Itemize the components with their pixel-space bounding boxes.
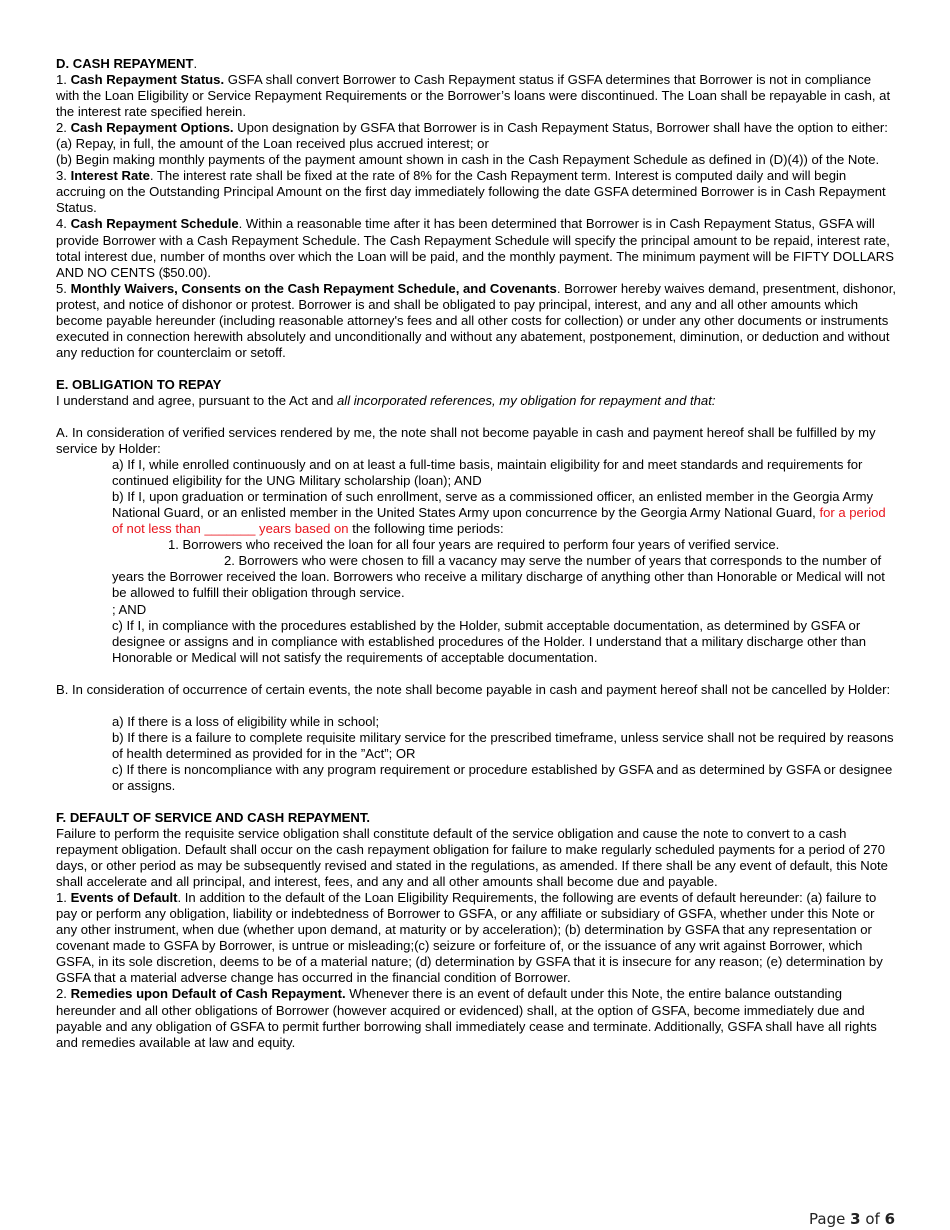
e-part-a: A. In consideration of verified services rendered by me, the note shall not become payable in cash and payment hereof shall be fulfilled by my service by Holder: [56, 424, 876, 457]
d-item-3: 3. Interest Rate. The interest rate shall be fixed at the rate of 8% for the Cash Repayment term. Interest is computed daily and will begin accruing on the Outstanding Principal Amount on the first day immediately following the date GSFA determined Borrower is in Cash Repayment Status. [56, 168, 886, 216]
e-period-1: 1. Borrowers who received the loan for all four years are required to perform four years of verified service. [168, 537, 780, 553]
e-and: ; AND [112, 601, 147, 617]
page-footer: Page 3 of 6 [809, 1210, 895, 1228]
f-item-2: 2. Remedies upon Default of Cash Repayment. Whenever there is an event of default under this Note, the entire balance outstanding hereunder and all other obligations of Borrower (however acquired or evidenced) shall, at the option of GSFA, become immediately due and payable and any obligation of GSFA to permit further borrowing shall immediately cease and terminate. Additionally, GSFA shall have all rights and remedies available at law and equity. [56, 986, 877, 1050]
f-item-1: 1. Events of Default. In addition to the default of the Loan Eligibility Requirements, the following are events of default hereunder: (a) failure to pay or perform any obligation, liability or indebtedness of Borrower to GSFA, or any affiliate or subsidiary of GSFA, whether under this Note or any other instrument, when due (whether upon demand, at maturity or by acceleration); (b) determination by GSFA that any representation or covenant made to GSFA by Borrower, is untrue or misleading;(c) seizure or forfeiture of, or the issuance of any writ against Borrower, which GSFA, in its sole discretion, deems to be of a material nature; (d) determination by GSFA that it is insecure for any reason; (e) determination by GSFA that a material adverse change has occurred in the financial condition of Borrower. [56, 890, 883, 986]
f-intro: Failure to perform the requisite service obligation shall constitute default of the service obligation and cause the note to convert to a cash repayment obligation. Default shall occur on the cash repayment obligation for failure to make regularly scheduled payments for a period of 270 days, or other period as may be subsequently revised and stated in the regulations, as amended. If there shall be any event of default, this Note shall accelerate and all principal, and interest, fees, and any and all other amounts shall become due and payable. [56, 826, 888, 890]
e-part-b: B. In consideration of occurrence of certain events, the note shall become payable in cash and payment hereof shall not be cancelled by Holder: [56, 681, 891, 697]
service-period-blank: for a period of not less than _______ years based on [112, 505, 886, 537]
d-item-1: 1. Cash Repayment Status. GSFA shall convert Borrower to Cash Repayment status if GSFA determines that Borrower is not in compliance with the Loan Eligibility or Service Repayment Requirements or the Borrower’s loans were discontinued. The Loan shall be repayable in cash, at the interest rate specified herein. [56, 72, 891, 120]
d-item-4: 4. Cash Repayment Schedule. Within a reasonable time after it has been determined that Borrower is in Cash Repayment Status, GSFA will provide Borrower with a Cash Repayment Schedule. The Cash Repayment Schedule will specify the principal amount to be repaid, interest rate, total interest due, number of months over which the Loan will be paid, and the monthly payment. The minimum payment will be FIFTY DOLLARS AND NO CENTS ($50.00). [56, 216, 894, 280]
e-b-item-a: a) If there is a loss of eligibility while in school; [112, 713, 380, 729]
d-item-5: 5. Monthly Waivers, Consents on the Cash Repayment Schedule, and Covenants. Borrower hereby waives demand, presentment, dishonor, protest, and notice of dishonor or protest. Borrower is and shall be obligated to pay principal, interest, and any and all other amounts which become payable hereunder (including reasonable attorney's fees and all other costs for collection) or under any other documents or instruments executed in connection herewith absolutely and unconditionally and without any abatement, postponement, diminution, or deduction and without any reduction for counterclaim or setoff. [56, 280, 896, 360]
d-item-2: 2. Cash Repayment Options. Upon designation by GSFA that Borrower is in Cash Repayment Status, Borrower shall have the option to either: [56, 120, 888, 136]
d-option-b: (b) Begin making monthly payments of the payment amount shown in cash in the Cash Repayment Schedule as defined in (D)(4)) of the Note. [56, 152, 880, 168]
section-e-heading: E. OBLIGATION TO REPAY [56, 376, 222, 392]
e-a-item-b: b) If I, upon graduation or termination of such enrollment, serve as a commissioned officer, an enlisted member in the Georgia Army National Guard, or an enlisted member in the United States Army upon concurrence by the Georgia Army National Guard, for a period of not less than _______ years based on the following time periods: [112, 489, 886, 537]
e-a-item-a: a) If I, while enrolled continuously and on at least a full-time basis, maintain eligibility for and meet standards and requirements for continued eligibility for the UNG Military scholarship (loan); AND [112, 457, 863, 489]
page-total: 6 [884, 1210, 895, 1228]
page-number: 3 [850, 1210, 861, 1228]
e-intro: I understand and agree, pursuant to the Act and all incorporated references, my obligation for repayment and that: [56, 392, 716, 408]
e-b-item-c: c) If there is noncompliance with any program requirement or procedure established by GSFA and as determined by GSFA or designee or assigns. [112, 761, 893, 793]
section-f-heading: F. DEFAULT OF SERVICE AND CASH REPAYMENT. [56, 809, 371, 825]
e-period-2: 2. Borrowers who were chosen to fill a vacancy may serve the number of years that corresponds to the number of years the Borrower received the loan. Borrowers who receive a military discharge of anything other than Honorable or Medical will not be allowed to fulfill their obligation through service. [112, 553, 885, 601]
e-a-item-c: c) If I, in compliance with the procedures established by the Holder, submit acceptable documentation, as determined by GSFA or designee or assigns and in compliance with established procedures of the Holder. I understand that a military discharge other than Honorable or Medical will not satisfy the requirements of acceptable documentation. [112, 617, 867, 665]
e-b-item-b: b) If there is a failure to complete requisite military service for the prescribed timeframe, unless service shall not be required by reasons of health determined as provided for in the ”Act”; OR [112, 729, 894, 761]
d-option-a: (a) Repay, in full, the amount of the Loan received plus accrued interest; or [56, 136, 489, 152]
section-d-heading: D. CASH REPAYMENT. [56, 56, 198, 71]
document-page [56, 56, 896, 1051]
